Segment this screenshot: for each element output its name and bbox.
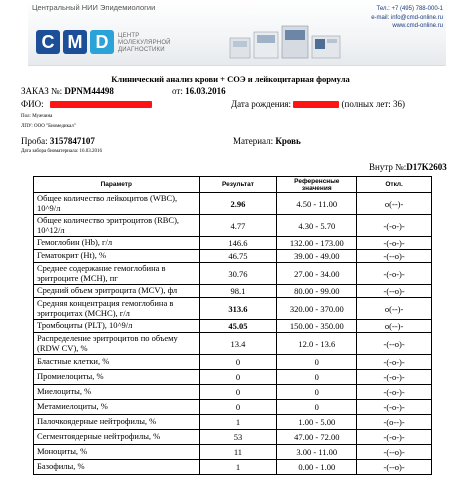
sex-value: Мужчина <box>32 114 53 119</box>
deviation-cell: -(o--)- <box>357 415 432 430</box>
order-date-label: от: <box>172 86 183 96</box>
material-label: Материал: <box>233 136 274 146</box>
reference-cell: 0 <box>277 385 357 400</box>
result-cell: 1 <box>199 415 277 430</box>
table-row <box>34 215 432 237</box>
clinic-line <box>21 124 76 129</box>
result-cell: 0 <box>199 355 277 370</box>
logo-line: МОЛЕКУЛЯРНОЙ <box>118 40 171 46</box>
table-row <box>34 298 432 320</box>
patient-name-label: ФИО: <box>21 99 44 109</box>
table-row <box>34 333 432 355</box>
parameter-cell: Бластные клетки, % <box>34 355 200 370</box>
results-table <box>33 176 432 475</box>
result-cell: 0 <box>199 385 277 400</box>
result-cell: 46.75 <box>199 250 277 263</box>
table-row <box>34 237 432 250</box>
table-row <box>34 430 432 445</box>
collection-date: 16.03.2016 <box>79 149 102 154</box>
contact-email: e-mail: info@cmd-online.ru <box>371 14 443 21</box>
material-line <box>233 136 301 146</box>
org-name: Центральный НИИ Эпидемиологии <box>32 3 156 12</box>
parameter-cell: Средний объем эритроцита (MCV), фл <box>34 285 200 298</box>
logo-line: ДИАГНОСТИКИ <box>118 47 165 53</box>
result-cell: 0 <box>199 370 277 385</box>
table-row <box>34 263 432 285</box>
result-cell: 146.6 <box>199 237 277 250</box>
parameter-cell: Миелоциты, % <box>34 385 200 400</box>
reference-cell: 0 <box>277 355 357 370</box>
parameter-cell: Сегментоядерные нейтрофилы, % <box>34 430 200 445</box>
table-row <box>34 385 432 400</box>
cmd-logo-icon <box>36 30 116 54</box>
result-cell: 1 <box>199 460 277 475</box>
clinic-value: ООО "Биомедикал" <box>34 124 76 129</box>
result-cell: 313.6 <box>199 298 277 320</box>
order-date-line <box>172 86 226 96</box>
reference-cell: 47.00 - 72.00 <box>277 430 357 445</box>
parameter-cell: Тромбоциты (PLT), 10^9/л <box>34 320 200 333</box>
deviation-cell: -(--o)- <box>357 285 432 298</box>
reference-cell: 150.00 - 350.00 <box>277 320 357 333</box>
result-cell: 45.05 <box>199 320 277 333</box>
reference-cell: 3.00 - 11.00 <box>277 445 357 460</box>
parameter-cell: Моноциты, % <box>34 445 200 460</box>
deviation-cell: -(--o)- <box>357 250 432 263</box>
parameter-cell: Промиелоциты, % <box>34 370 200 385</box>
sample-number: 3157847107 <box>49 136 95 146</box>
parameter-cell: Базофилы, % <box>34 460 200 475</box>
deviation-cell: -(-o-)- <box>357 385 432 400</box>
parameter-cell: Среднее содержание гемоглобина в эритроците (MCH), пг <box>34 263 200 285</box>
table-row <box>34 193 432 215</box>
result-cell: 30.76 <box>199 263 277 285</box>
sample-label: Проба: <box>21 136 48 146</box>
birth-date-redaction <box>293 101 339 108</box>
result-cell: 13.4 <box>199 333 277 355</box>
reference-cell: 132.00 - 173.00 <box>277 237 357 250</box>
column-header-reference: Референсные значения <box>277 177 357 193</box>
order-date: 16.03.2016 <box>185 86 226 96</box>
birth-date-label: Дата рождения: <box>231 99 292 109</box>
parameter-cell: Гематокрит (Ht), % <box>34 250 200 263</box>
parameter-cell: Общее количество эритроцитов (RBC), 10^12/л <box>34 215 200 237</box>
deviation-cell: -(-o-)- <box>357 215 432 237</box>
result-cell: 0 <box>199 400 277 415</box>
svg-text:M: M <box>67 32 83 52</box>
result-cell: 11 <box>199 445 277 460</box>
patient-age: (полных лет: 36) <box>341 99 405 109</box>
sex-label: Пол: <box>21 114 31 119</box>
column-header-result: Результат <box>199 177 277 193</box>
birth-date-line <box>231 99 405 109</box>
reference-cell: 0.00 - 1.00 <box>277 460 357 475</box>
table-row <box>34 355 432 370</box>
contact-website: www.cmd-online.ru <box>392 23 443 29</box>
parameter-cell: Общее количество лейкоцитов (WBC), 10^9/л <box>34 193 200 215</box>
table-row <box>34 320 432 333</box>
deviation-cell: o(--)- <box>357 193 432 215</box>
deviation-cell: -(--o)- <box>357 460 432 475</box>
internal-number-line <box>369 162 447 172</box>
collection-date-label: Дата забора биоматериала: <box>21 149 79 154</box>
svg-text:D: D <box>95 32 109 52</box>
deviation-cell: -(-o-)- <box>357 400 432 415</box>
result-cell: 53 <box>199 430 277 445</box>
table-row <box>34 250 432 263</box>
table-header-row <box>34 177 432 193</box>
deviation-cell: -(-o-)- <box>357 370 432 385</box>
svg-text:C: C <box>41 32 55 52</box>
patient-name-redaction <box>50 101 152 108</box>
lab-equipment-icon <box>228 16 343 62</box>
order-number-line <box>21 86 114 96</box>
parameter-cell: Распределение эритроцитов по объему (RDW CV), % <box>34 333 200 355</box>
table-row <box>34 445 432 460</box>
deviation-cell: o(--)- <box>357 320 432 333</box>
order-number: DPNM44498 <box>64 86 114 96</box>
deviation-cell: -(-o-)- <box>357 263 432 285</box>
patient-name-line <box>21 99 152 109</box>
deviation-cell: -(--o)- <box>357 333 432 355</box>
result-cell: 2.96 <box>199 193 277 215</box>
internal-number-label: Внутр №: <box>369 162 407 172</box>
reference-cell: 0 <box>277 400 357 415</box>
reference-cell: 320.00 - 370.00 <box>277 298 357 320</box>
reference-cell: 12.0 - 13.6 <box>277 333 357 355</box>
result-cell: 98.1 <box>199 285 277 298</box>
deviation-cell: -(-o-)- <box>357 237 432 250</box>
lab-header-banner <box>28 0 446 66</box>
table-row <box>34 400 432 415</box>
deviation-cell: -(-o-)- <box>357 430 432 445</box>
deviation-cell: o(--)- <box>357 298 432 320</box>
reference-cell: 1.00 - 5.00 <box>277 415 357 430</box>
parameter-cell: Гемоглобин (Hb), г/л <box>34 237 200 250</box>
deviation-cell: -(--o)- <box>357 445 432 460</box>
result-cell: 4.77 <box>199 215 277 237</box>
material-value: Кровь <box>275 136 301 146</box>
collection-date-line <box>21 149 102 154</box>
deviation-cell: -(-o-)- <box>357 355 432 370</box>
reference-cell: 4.50 - 11.00 <box>277 193 357 215</box>
logo-line: ЦЕНТР <box>118 33 140 39</box>
parameter-cell: Метамиелоциты, % <box>34 400 200 415</box>
column-header-parameter: Параметр <box>34 177 200 193</box>
reference-cell: 0 <box>277 370 357 385</box>
logo-subtitle <box>118 33 171 54</box>
patient-sex-line <box>21 114 52 119</box>
parameter-cell: Средняя концентрация гемоглобина в эритроцитах (MCHC), г/л <box>34 298 200 320</box>
reference-cell: 4.30 - 5.70 <box>277 215 357 237</box>
parameter-cell: Палочкоядерные нейтрофилы, % <box>34 415 200 430</box>
internal-number: D17K2603 <box>406 162 447 172</box>
reference-cell: 39.00 - 49.00 <box>277 250 357 263</box>
order-label: ЗАКАЗ №: <box>21 86 63 96</box>
reference-cell: 27.00 - 34.00 <box>277 263 357 285</box>
table-row <box>34 370 432 385</box>
table-row <box>34 415 432 430</box>
report-title: Клинический анализ крови + СОЭ и лейкоцитарная формула <box>111 74 350 84</box>
table-row <box>34 285 432 298</box>
lab-contacts <box>348 5 443 31</box>
table-row <box>34 460 432 475</box>
column-header-deviation: Откл. <box>357 177 432 193</box>
reference-cell: 80.00 - 99.00 <box>277 285 357 298</box>
contact-phone: Тел.: +7 (495) 788-000-1 <box>376 6 443 12</box>
clinic-label: ЛПУ: <box>21 124 33 129</box>
sample-line <box>21 136 95 146</box>
